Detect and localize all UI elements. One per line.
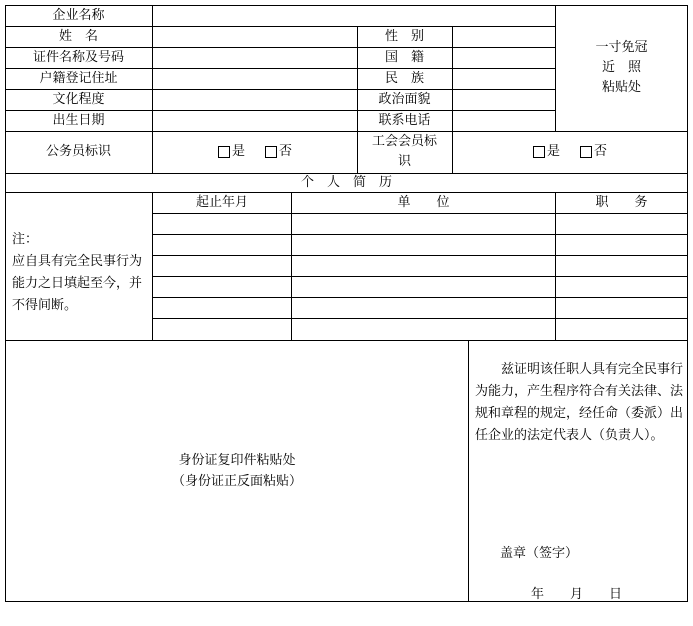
label-education: 文化程度 bbox=[52, 91, 105, 107]
checkbox-square bbox=[580, 146, 592, 158]
yes-label: 是 bbox=[546, 144, 560, 160]
birth-date-field[interactable] bbox=[153, 110, 357, 131]
yes-label: 是 bbox=[231, 144, 245, 160]
gender-field[interactable] bbox=[453, 26, 555, 47]
resume-title: 个 人 简 历 bbox=[300, 174, 392, 190]
company-name-field[interactable] bbox=[153, 5, 555, 26]
name-field[interactable] bbox=[153, 26, 357, 47]
certification-statement: 兹证明该任职人具有完全民事行为能力，产生程序符合有关法律、法规和章程的规定，经任命（委派）出任企业的法定代表人（负责人）。 bbox=[475, 362, 684, 443]
resume-period-cell[interactable] bbox=[153, 298, 291, 318]
resume-note: 注： 应自具有完全民事行为能力之日填起至今，并不得间断。 bbox=[12, 232, 143, 313]
union-member-no-checkbox[interactable] bbox=[580, 144, 607, 160]
resume-position-cell[interactable] bbox=[556, 277, 687, 297]
label-ethnicity: 民 族 bbox=[384, 70, 424, 86]
label-company-name: 企业名称 bbox=[52, 7, 105, 23]
civil-servant-options bbox=[153, 131, 357, 173]
id-card-label: 身份证复印件粘贴处 bbox=[178, 453, 296, 468]
checkbox-square bbox=[218, 146, 230, 158]
resume-unit-cell[interactable] bbox=[292, 298, 555, 318]
civil-servant-no-checkbox[interactable] bbox=[265, 144, 292, 160]
resume-period-cell[interactable] bbox=[153, 214, 291, 234]
label-civil-servant: 公务员标识 bbox=[45, 144, 111, 160]
resume-position-cell[interactable] bbox=[556, 298, 687, 318]
education-field[interactable] bbox=[153, 89, 357, 110]
resume-unit-cell[interactable] bbox=[292, 235, 555, 255]
resume-col-unit: 单 位 bbox=[397, 194, 450, 210]
resume-period-cell[interactable] bbox=[153, 319, 291, 340]
resume-col-position: 职 务 bbox=[595, 194, 648, 210]
checkbox-square bbox=[533, 146, 545, 158]
checkbox-square bbox=[265, 146, 277, 158]
no-label: 否 bbox=[279, 144, 293, 160]
phone-field[interactable] bbox=[453, 110, 555, 131]
resume-col-period: 起止年月 bbox=[195, 194, 248, 210]
photo-placeholder[interactable]: 一寸免冠 近 照 粘贴处 bbox=[595, 40, 648, 95]
resume-position-cell[interactable] bbox=[556, 235, 687, 255]
resume-unit-cell[interactable] bbox=[292, 277, 555, 297]
label-name: 姓 名 bbox=[58, 28, 98, 44]
label-id-document: 证件名称及号码 bbox=[32, 49, 124, 65]
civil-servant-yes-checkbox[interactable] bbox=[218, 144, 245, 160]
grid-line bbox=[468, 340, 469, 602]
resume-unit-cell[interactable] bbox=[292, 256, 555, 276]
label-gender: 性 别 bbox=[384, 28, 424, 44]
resume-unit-cell[interactable] bbox=[292, 214, 555, 234]
border-line bbox=[687, 5, 688, 602]
resume-unit-cell[interactable] bbox=[292, 319, 555, 340]
label-nationality: 国 籍 bbox=[384, 49, 424, 65]
label-birth-date: 出生日期 bbox=[52, 112, 105, 128]
id-document-field[interactable] bbox=[153, 47, 357, 68]
label-household-address: 户籍登记住址 bbox=[39, 70, 118, 86]
resume-period-cell[interactable] bbox=[153, 256, 291, 276]
label-phone: 联系电话 bbox=[378, 112, 431, 128]
label-union-member: 工会会员标 识 bbox=[371, 134, 437, 169]
resume-position-cell[interactable] bbox=[556, 256, 687, 276]
seal-signature-label: 盖章（签字） bbox=[500, 546, 579, 561]
id-card-paste-area[interactable] bbox=[6, 341, 468, 601]
union-member-options bbox=[453, 131, 687, 173]
label-political-status: 政治面貌 bbox=[378, 91, 431, 107]
resume-period-cell[interactable] bbox=[153, 235, 291, 255]
household-address-field[interactable] bbox=[153, 68, 357, 89]
political-status-field[interactable] bbox=[453, 89, 555, 110]
id-card-sublabel: （身份证正反面粘贴） bbox=[171, 474, 302, 489]
resume-period-cell[interactable] bbox=[153, 277, 291, 297]
resume-position-cell[interactable] bbox=[556, 319, 687, 340]
ethnicity-field[interactable] bbox=[453, 68, 555, 89]
no-label: 否 bbox=[594, 144, 608, 160]
union-member-yes-checkbox[interactable] bbox=[533, 144, 560, 160]
resume-position-cell[interactable] bbox=[556, 214, 687, 234]
legal-representative-form bbox=[5, 5, 688, 602]
nationality-field[interactable] bbox=[453, 47, 555, 68]
signature-date-label: 年 月 日 bbox=[531, 587, 623, 602]
